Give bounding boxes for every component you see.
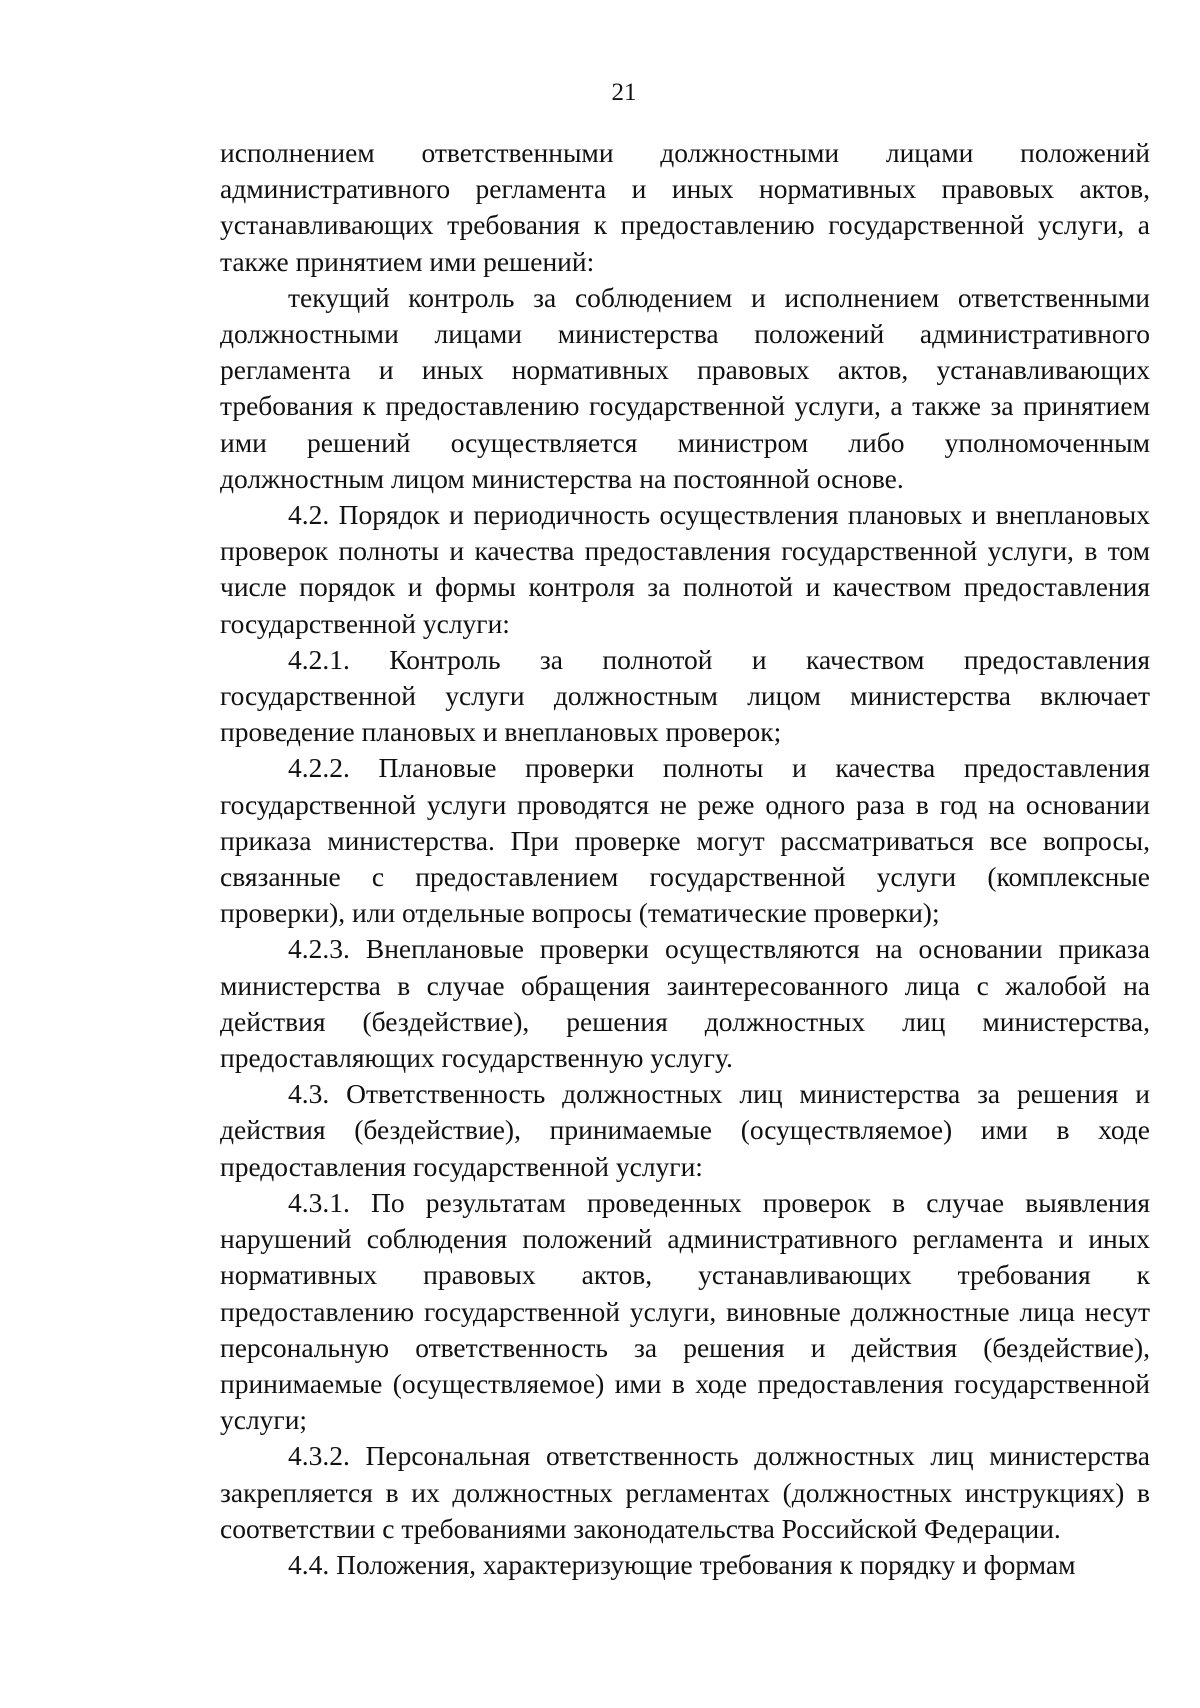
paragraph-4-4: 4.4. Положения, характеризующие требования к порядку и формам: [288, 1548, 1076, 1580]
paragraph-4-2: 4.2. Порядок и периодичность осуществления плановых и внеплановых проверок полноты и качества предоставления государственной услуги, в том числе порядок и формы контроля за полнотой и качеством предоставления государственной услуги:: [220, 499, 1150, 639]
paragraph-4-3-1: 4.3.1. По результатам проведенных проверок в случае выявления нарушений соблюдения положений административного регламента и иных нормативных правовых актов, устанавливающих требования к предоставлению государственной услуги, виновные должностные лица несут персональную ответственность за решения и действия (бездействие), принимаемые (осуществляемое) ими в ходе предоставления государственной услуги;: [220, 1186, 1150, 1436]
paragraph-1: исполнением ответственными должностными лицами положений административного регламента и иных нормативных правовых актов, устанавливающих требования к предоставлению государственной услуги, а также принятием ими решений:: [220, 137, 1150, 277]
paragraph-4-2-1: 4.2.1. Контроль за полнотой и качеством предоставления государственной услуги должностным лицом министерства включает проведение плановых и внеплановых проверок;: [220, 643, 1150, 748]
paragraph-4-3-2: 4.3.2. Персональная ответственность должностных лиц министерства закрепляется в их должностных регламентах (должностных инструкциях) в соответствии с требованиями законодательства Российской Федерации.: [220, 1440, 1150, 1544]
paragraph-4-2-3: 4.2.3. Внеплановые проверки осуществляются на основании приказа министерства в случае обращения заинтересованного лица с жалобой на действия (бездействие), решения должностных лиц министерства, предоставляющих государственную услугу.: [220, 933, 1150, 1074]
document-text-body: [220, 135, 1150, 1583]
paragraph-4-3: 4.3. Ответственность должностных лиц министерства за решения и действия (бездействие), принимаемые (осуществляемое) ими в ходе предоставления государственной услуги:: [220, 1078, 1150, 1182]
paragraph-4-2-2: 4.2.2. Плановые проверки полноты и качества предоставления государственной услуги проводятся не реже одного раза в год на основании приказа министерства. При проверке могут рассматриваться все вопросы, связанные с предоставлением государственной услуги (комплексные проверки), или отдельные вопросы (тематические проверки);: [220, 752, 1150, 929]
page-number: 21: [611, 79, 637, 106]
paragraph-2: текущий контроль за соблюдением и исполнением ответственными должностными лицами министерства положений административного регламента и иных нормативных правовых актов, устанавливающих требования к предоставлению государственной услуги, а также за принятием ими решений осуществляется министром либо уполномоченным должностным лицом министерства на постоянной основе.: [220, 281, 1150, 494]
